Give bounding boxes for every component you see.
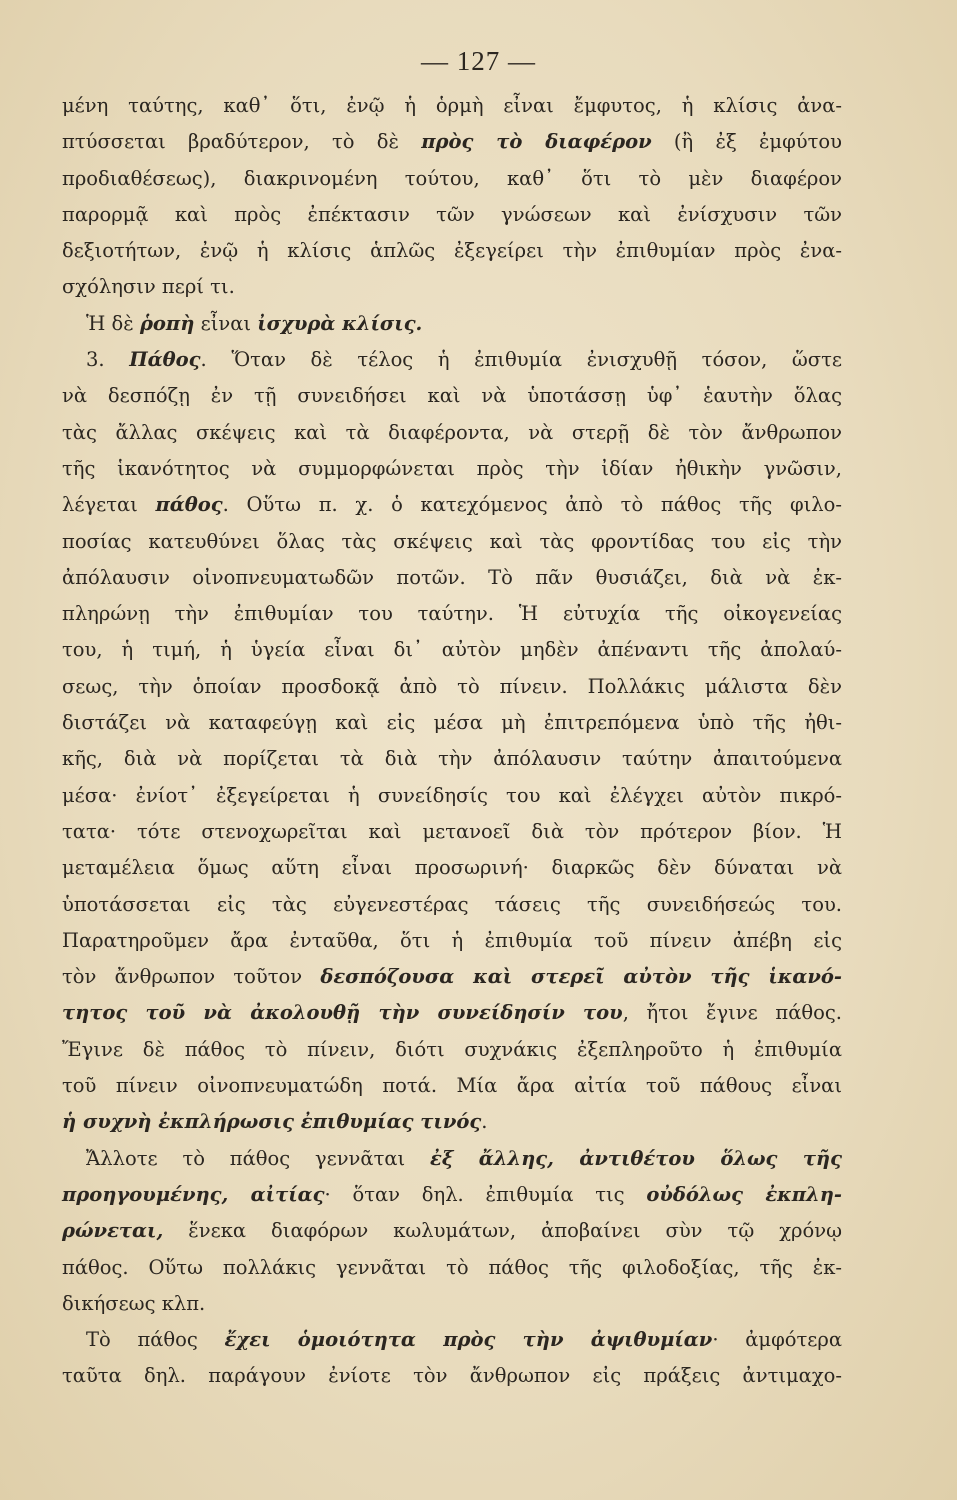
- text-segment: πάθος. Οὕτω πολλάκις γεννᾶται τὸ πάθος τῆς φιλοδοξίας, τῆς ἐκ-: [62, 1255, 842, 1279]
- text-segment: (ἢ ἐξ ἐμφύτου: [651, 130, 842, 154]
- text-segment: τοῦ πίνειν οἰνοπνευματώδη ποτά. Μία ἄρα αἰτία τοῦ πάθους εἶναι: [62, 1074, 842, 1098]
- text-line: [62, 705, 842, 741]
- text-line: [62, 741, 842, 777]
- body-text: [62, 88, 842, 1395]
- text-segment: σεως, τὴν ὁποίαν προσδοκᾷ ἀπὸ τὸ πίνειν. Πολλάκις μάλιστα δὲν: [62, 674, 842, 698]
- text-segment: μεταμέλεια ὅμως αὕτη εἶναι προσωρινή· διαρκῶς δὲν δύναται νὰ: [62, 856, 842, 880]
- page-number: — 127 —: [421, 46, 536, 76]
- text-line: [62, 487, 842, 523]
- emphasized-text: ἔχει ὁμοιότητα πρὸς τὴν ἀψιθυμίαν: [224, 1328, 713, 1352]
- text-segment: ἕνεκα διαφόρων κωλυμάτων, ἀποβαίνει σὺν τῷ χρόνῳ: [163, 1219, 842, 1243]
- text-segment: πληρώνῃ τὴν ἐπιθυμίαν του ταύτην. Ἡ εὐτυχία τῆς οἰκογενείας: [62, 602, 842, 626]
- text-segment: προδιαθέσεως), διακρινομένη τούτου, καθ᾿ ὅτι τὸ μὲν διαφέρον: [62, 166, 842, 190]
- text-line: [62, 378, 842, 414]
- text-line: [62, 524, 842, 560]
- text-line: [62, 1068, 842, 1104]
- text-segment: διστάζει νὰ καταφεύγῃ καὶ εἰς μέσα μὴ ἐπιτρεπόμενα ὑπὸ τῆς ἠθι-: [62, 711, 842, 735]
- text-line: [62, 1141, 842, 1177]
- text-segment: ὑποτάσσεται εἰς τὰς εὐγενεστέρας τάσεις τῆς συνειδήσεώς του.: [62, 892, 842, 916]
- text-line: [62, 306, 842, 342]
- emphasized-text: πρὸς τὸ διαφέρον: [421, 130, 652, 154]
- text-segment: τὸν ἄνθρωπον τοῦτον: [62, 965, 321, 989]
- text-line: [62, 1177, 842, 1213]
- text-segment: μέσα· ἐνίοτ᾿ ἐξεγείρεται ἡ συνείδησίς του καὶ ἐλέγχει αὐτὸν πικρό-: [62, 783, 842, 807]
- text-line: [62, 632, 842, 668]
- text-segment: λέγεται: [62, 493, 156, 517]
- text-segment: ἀπόλαυσιν οἰνοπνευματωδῶν ποτῶν. Τὸ πᾶν θυσιάζει, διὰ νὰ ἐκ-: [62, 565, 842, 589]
- text-line: [62, 1104, 842, 1140]
- text-line: [62, 995, 842, 1031]
- text-segment: τῆς ἱκανότητος νὰ συμμορφώνεται πρὸς τὴν ἰδίαν ἠθικὴν γνῶσιν,: [62, 456, 842, 480]
- text-segment: κῆς, διὰ νὰ πορίζεται τὰ διὰ τὴν ἀπόλαυσιν ταύτην ἀπαιτούμενα: [62, 747, 842, 771]
- emphasized-text: προηγουμένης, αἰτίας: [62, 1182, 325, 1206]
- emphasized-text: ἡ συχνὴ ἐκπλήρωσις ἐπιθυμίας τινός: [62, 1110, 482, 1134]
- text-line: [62, 669, 842, 705]
- text-segment: Ἔγινε δὲ πάθος τὸ πίνειν, διότι συχνάκις ἐξεπληροῦτο ἡ ἐπιθυμία: [62, 1037, 842, 1061]
- text-line: [62, 1032, 842, 1068]
- text-segment: μένη ταύτης, καθ᾿ ὅτι, ἐνῷ ἡ ὁρμὴ εἶναι ἔμφυτος, ἡ κλίσις ἀνα-: [62, 94, 842, 117]
- text-line: [62, 560, 842, 596]
- text-line: [62, 1358, 842, 1394]
- text-line: [62, 887, 842, 923]
- emphasized-text: ἐξ ἄλλης, ἀντιθέτου ὅλως τῆς: [429, 1146, 842, 1170]
- text-segment: Τὸ πάθος: [86, 1328, 225, 1352]
- text-line: [62, 88, 842, 124]
- text-line: [62, 415, 842, 451]
- text-segment: παρορμᾷ καὶ πρὸς ἐπέκτασιν τῶν γνώσεων καὶ ἐνίσχυσιν τῶν: [62, 202, 842, 226]
- text-segment: , ἤτοι ἔγινε πάθος.: [622, 1001, 842, 1025]
- text-line: [62, 1250, 842, 1286]
- text-segment: τὰς ἄλλας σκέψεις καὶ τὰ διαφέροντα, νὰ στερῇ δὲ τὸν ἄνθρωπον: [62, 420, 842, 444]
- text-segment: νὰ δεσπόζῃ ἐν τῇ συνειδήσει καὶ νὰ ὑποτάσσῃ ὑφ᾿ ἑαυτὴν ὅλας: [62, 384, 842, 408]
- text-line: [62, 1286, 842, 1322]
- text-line: [62, 923, 842, 959]
- text-line: [62, 124, 842, 160]
- text-line: [62, 778, 842, 814]
- text-segment: ταῦτα δηλ. παράγουν ἐνίοτε τὸν ἄνθρωπον εἰς πράξεις ἀντιμαχο-: [62, 1364, 842, 1388]
- text-segment: Ἡ δὲ: [86, 311, 140, 335]
- text-line: [62, 233, 842, 269]
- text-segment: . Οὕτω π. χ. ὁ κατεχόμενος ἀπὸ τὸ πάθος τῆς φιλο-: [222, 493, 842, 517]
- text-segment: . Ὅταν δὲ τέλος ἡ ἐπιθυμία ἐνισχυθῇ τόσον, ὥστε: [200, 348, 842, 372]
- text-segment: .: [481, 1110, 488, 1134]
- text-segment: πτύσσεται βραδύτερον, τὸ δὲ: [62, 130, 422, 154]
- emphasized-text: ῥοπὴ: [139, 311, 195, 335]
- text-line: [62, 1322, 842, 1358]
- text-segment: · ὅταν δηλ. ἐπιθυμία τις: [324, 1182, 647, 1206]
- emphasized-text: τητος τοῦ νὰ ἀκολουθῇ τὴν συνείδησίν του: [62, 1001, 623, 1025]
- text-line: [62, 814, 842, 850]
- text-segment: σχόλησιν περί τι.: [62, 275, 235, 299]
- text-line: [62, 451, 842, 487]
- emphasized-text: πάθος: [155, 493, 223, 517]
- text-segment: τατα· τότε στενοχωρεῖται καὶ μετανοεῖ διὰ τὸν πρότερον βίον. Ἡ: [62, 819, 842, 843]
- text-segment: εἶναι: [194, 311, 258, 335]
- emphasized-text: δεσπόζουσα καὶ στερεῖ αὐτὸν τῆς ἱκανό-: [320, 965, 843, 989]
- emphasized-text: Πάθος: [129, 348, 201, 372]
- text-segment: · ἀμφότερα: [712, 1328, 842, 1352]
- emphasized-text: οὐδόλως ἐκπλη-: [646, 1182, 843, 1206]
- text-segment: δεξιοτήτων, ἐνῷ ἡ κλίσις ἁπλῶς ἐξεγείρει τὴν ἐπιθυμίαν πρὸς ἐνα-: [62, 239, 842, 263]
- text-line: [62, 197, 842, 233]
- text-segment: δικήσεως κλπ.: [62, 1291, 206, 1315]
- emphasized-text: ρώνεται,: [62, 1219, 164, 1243]
- text-segment: Ἄλλοτε τὸ πάθος γεννᾶται: [86, 1146, 430, 1170]
- text-line: [62, 269, 842, 305]
- text-line: [62, 1213, 842, 1249]
- text-segment: ποσίας κατευθύνει ὅλας τὰς σκέψεις καὶ τὰς φροντίδας του εἰς τὴν: [62, 529, 842, 553]
- text-line: [62, 342, 842, 378]
- text-segment: του, ἡ τιμή, ἡ ὑγεία εἶναι δι᾿ αὐτὸν μηδὲν ἀπέναντι τῆς ἀπολαύ-: [62, 638, 842, 662]
- text-line: [62, 850, 842, 886]
- text-segment: 3.: [86, 348, 130, 372]
- text-segment: Παρατηροῦμεν ἄρα ἐνταῦθα, ὅτι ἡ ἐπιθυμία τοῦ πίνειν ἀπέβη εἰς: [62, 928, 842, 952]
- emphasized-text: ἰσχυρὰ κλίσις.: [257, 311, 423, 335]
- text-line: [62, 596, 842, 632]
- text-line: [62, 161, 842, 197]
- text-line: [62, 959, 842, 995]
